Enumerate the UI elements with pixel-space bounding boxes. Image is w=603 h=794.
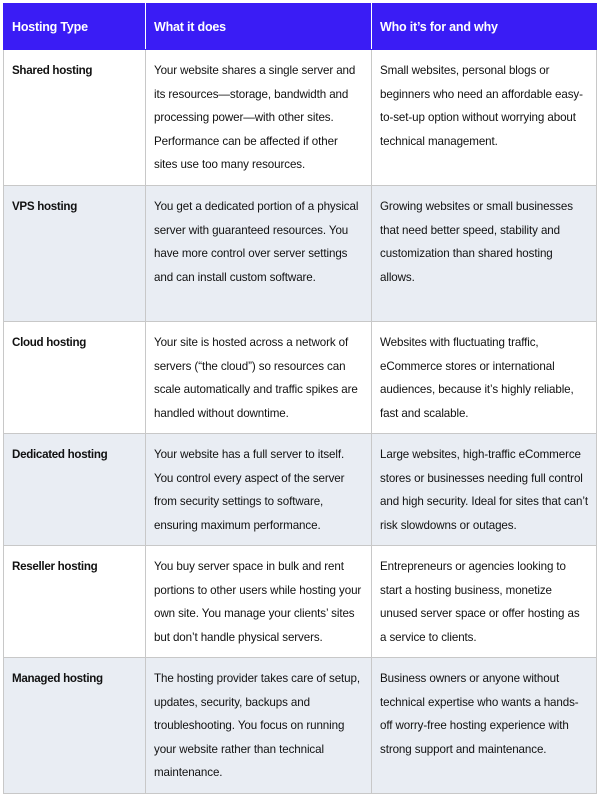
cell-what-it-does: The hosting provider takes care of setup, updates, security, backups and troubleshooting. You focus on running your website rather than technical maintenance. (146, 658, 372, 794)
cell-what-it-does: Your site is hosted across a network of servers (“the cloud”) so resources can scale automatically and traffic spikes are handled without downtime. (146, 322, 372, 434)
table-row (4, 322, 597, 434)
table-row (4, 546, 597, 658)
cell-hosting-type: Dedicated hosting (4, 434, 146, 546)
header-who-its-for: Who it’s for and why (372, 4, 597, 50)
header-what-it-does: What it does (146, 4, 372, 50)
table-row (4, 434, 597, 546)
cell-what-it-does: Your website has a full server to itself. You control every aspect of the server from security settings to software, ensuring maximum performance. (146, 434, 372, 546)
header-row (4, 4, 597, 50)
table-row (4, 658, 597, 794)
hosting-comparison-table (3, 3, 597, 794)
cell-what-it-does: You get a dedicated portion of a physical server with guaranteed resources. You have more control over server settings and can install custom software. (146, 186, 372, 322)
table-body (4, 50, 597, 794)
cell-who-its-for: Entrepreneurs or agencies looking to start a hosting business, monetize unused server space or offer hosting as a service to clients. (372, 546, 597, 658)
cell-who-its-for: Small websites, personal blogs or beginners who need an affordable easy-to-set-up option without worrying about technical management. (372, 50, 597, 186)
cell-what-it-does: You buy server space in bulk and rent portions to other users while hosting your own site. You manage your clients’ sites but don’t handle physical servers. (146, 546, 372, 658)
cell-who-its-for: Business owners or anyone without technical expertise who wants a hands-off worry-free hosting experience with strong support and maintenance. (372, 658, 597, 794)
table-row (4, 186, 597, 322)
cell-who-its-for: Large websites, high-traffic eCommerce stores or businesses needing full control and high security. Ideal for sites that can’t risk slowdowns or outages. (372, 434, 597, 546)
cell-hosting-type: Reseller hosting (4, 546, 146, 658)
table-header (4, 4, 597, 50)
hosting-comparison-table-wrapper (3, 3, 596, 794)
cell-who-its-for: Growing websites or small businesses that need better speed, stability and customization than shared hosting allows. (372, 186, 597, 322)
cell-who-its-for: Websites with fluctuating traffic, eCommerce stores or international audiences, because it’s highly reliable, fast and scalable. (372, 322, 597, 434)
table-row (4, 50, 597, 186)
cell-hosting-type: Shared hosting (4, 50, 146, 186)
header-hosting-type: Hosting Type (4, 4, 146, 50)
cell-what-it-does: Your website shares a single server and its resources—storage, bandwidth and processing power—with other sites. Performance can be affected if other sites use too many resources. (146, 50, 372, 186)
cell-hosting-type: Managed hosting (4, 658, 146, 794)
cell-hosting-type: VPS hosting (4, 186, 146, 322)
cell-hosting-type: Cloud hosting (4, 322, 146, 434)
